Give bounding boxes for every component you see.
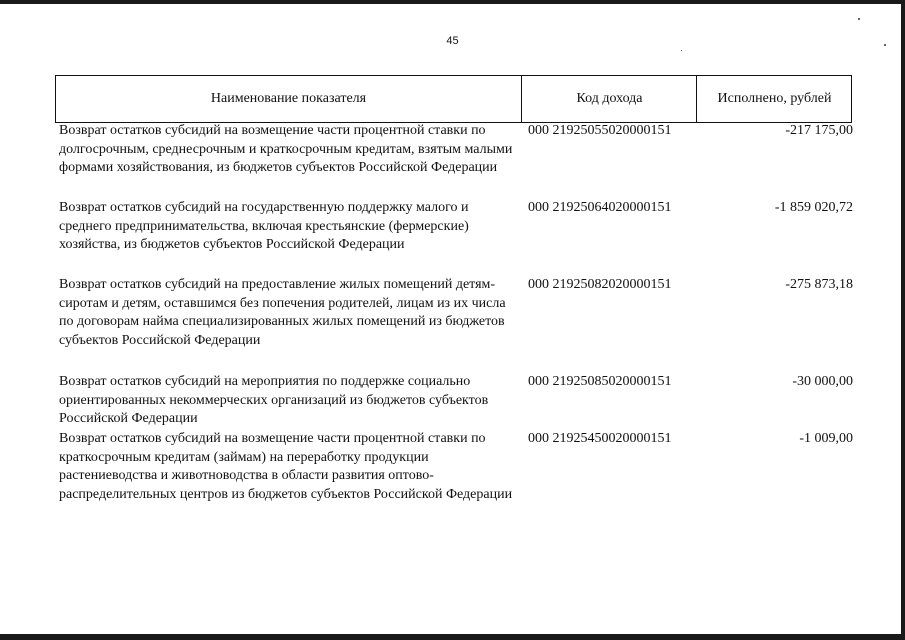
row-description: Возврат остатков субсидий на мероприятия по поддержке социально ориентированных некоммерческих организаций из бюджетов субъектов Российской Федерации bbox=[59, 374, 489, 427]
page-number: 45 bbox=[446, 35, 459, 47]
row-code: 000 21925082020000151 bbox=[528, 277, 672, 292]
row-code: 000 21925055020000151 bbox=[528, 123, 672, 138]
row-amount: -1 009,00 bbox=[799, 431, 853, 446]
row-description: Возврат остатков субсидий на возмещение части процентной ставки по краткосрочным кредитам (займам) на переработку продукции растениеводства и животноводства в области развития оптово-распределительных центров из бюджетов субъектов Российской Федерации bbox=[59, 431, 513, 502]
table-header bbox=[55, 75, 852, 123]
header-amount: Исполнено, рублей bbox=[696, 76, 852, 122]
header-code: Код дохода bbox=[521, 76, 697, 122]
scan-border-right bbox=[901, 0, 905, 640]
row-code: 000 21925064020000151 bbox=[528, 200, 672, 215]
row-amount: -1 859 020,72 bbox=[774, 200, 853, 215]
scan-border-top bbox=[0, 0, 905, 4]
header-name: Наименование показателя bbox=[210, 91, 367, 106]
row-description: Возврат остатков субсидий на возмещение части процентной ставки по долгосрочным, среднесрочным и краткосрочным кредитам, взятым малыми формами хозяйствования, из бюджетов субъектов Российской Федерации bbox=[59, 123, 513, 176]
row-amount: -30 000,00 bbox=[792, 374, 853, 389]
row-description: Возврат остатков субсидий на государственную поддержку малого и среднего предпринимательства, включая крестьянские (фермерские) хозяйства, из бюджетов субъектов Российской Федерации bbox=[59, 200, 469, 253]
row-amount: -217 175,00 bbox=[785, 123, 853, 138]
row-code: 000 21925085020000151 bbox=[528, 374, 672, 389]
scan-speck bbox=[681, 50, 682, 51]
row-code: 000 21925450020000151 bbox=[528, 431, 672, 446]
scan-border-bottom bbox=[0, 634, 905, 640]
row-amount: -275 873,18 bbox=[785, 277, 853, 292]
scan-speck bbox=[858, 18, 860, 20]
row-description: Возврат остатков субсидий на предоставление жилых помещений детям-сиротам и детям, оставшимся без попечения родителей, лицам из их числа по договорам найма специализированных жилых помещений из бюджетов субъектов Российской Федерации bbox=[59, 277, 506, 348]
